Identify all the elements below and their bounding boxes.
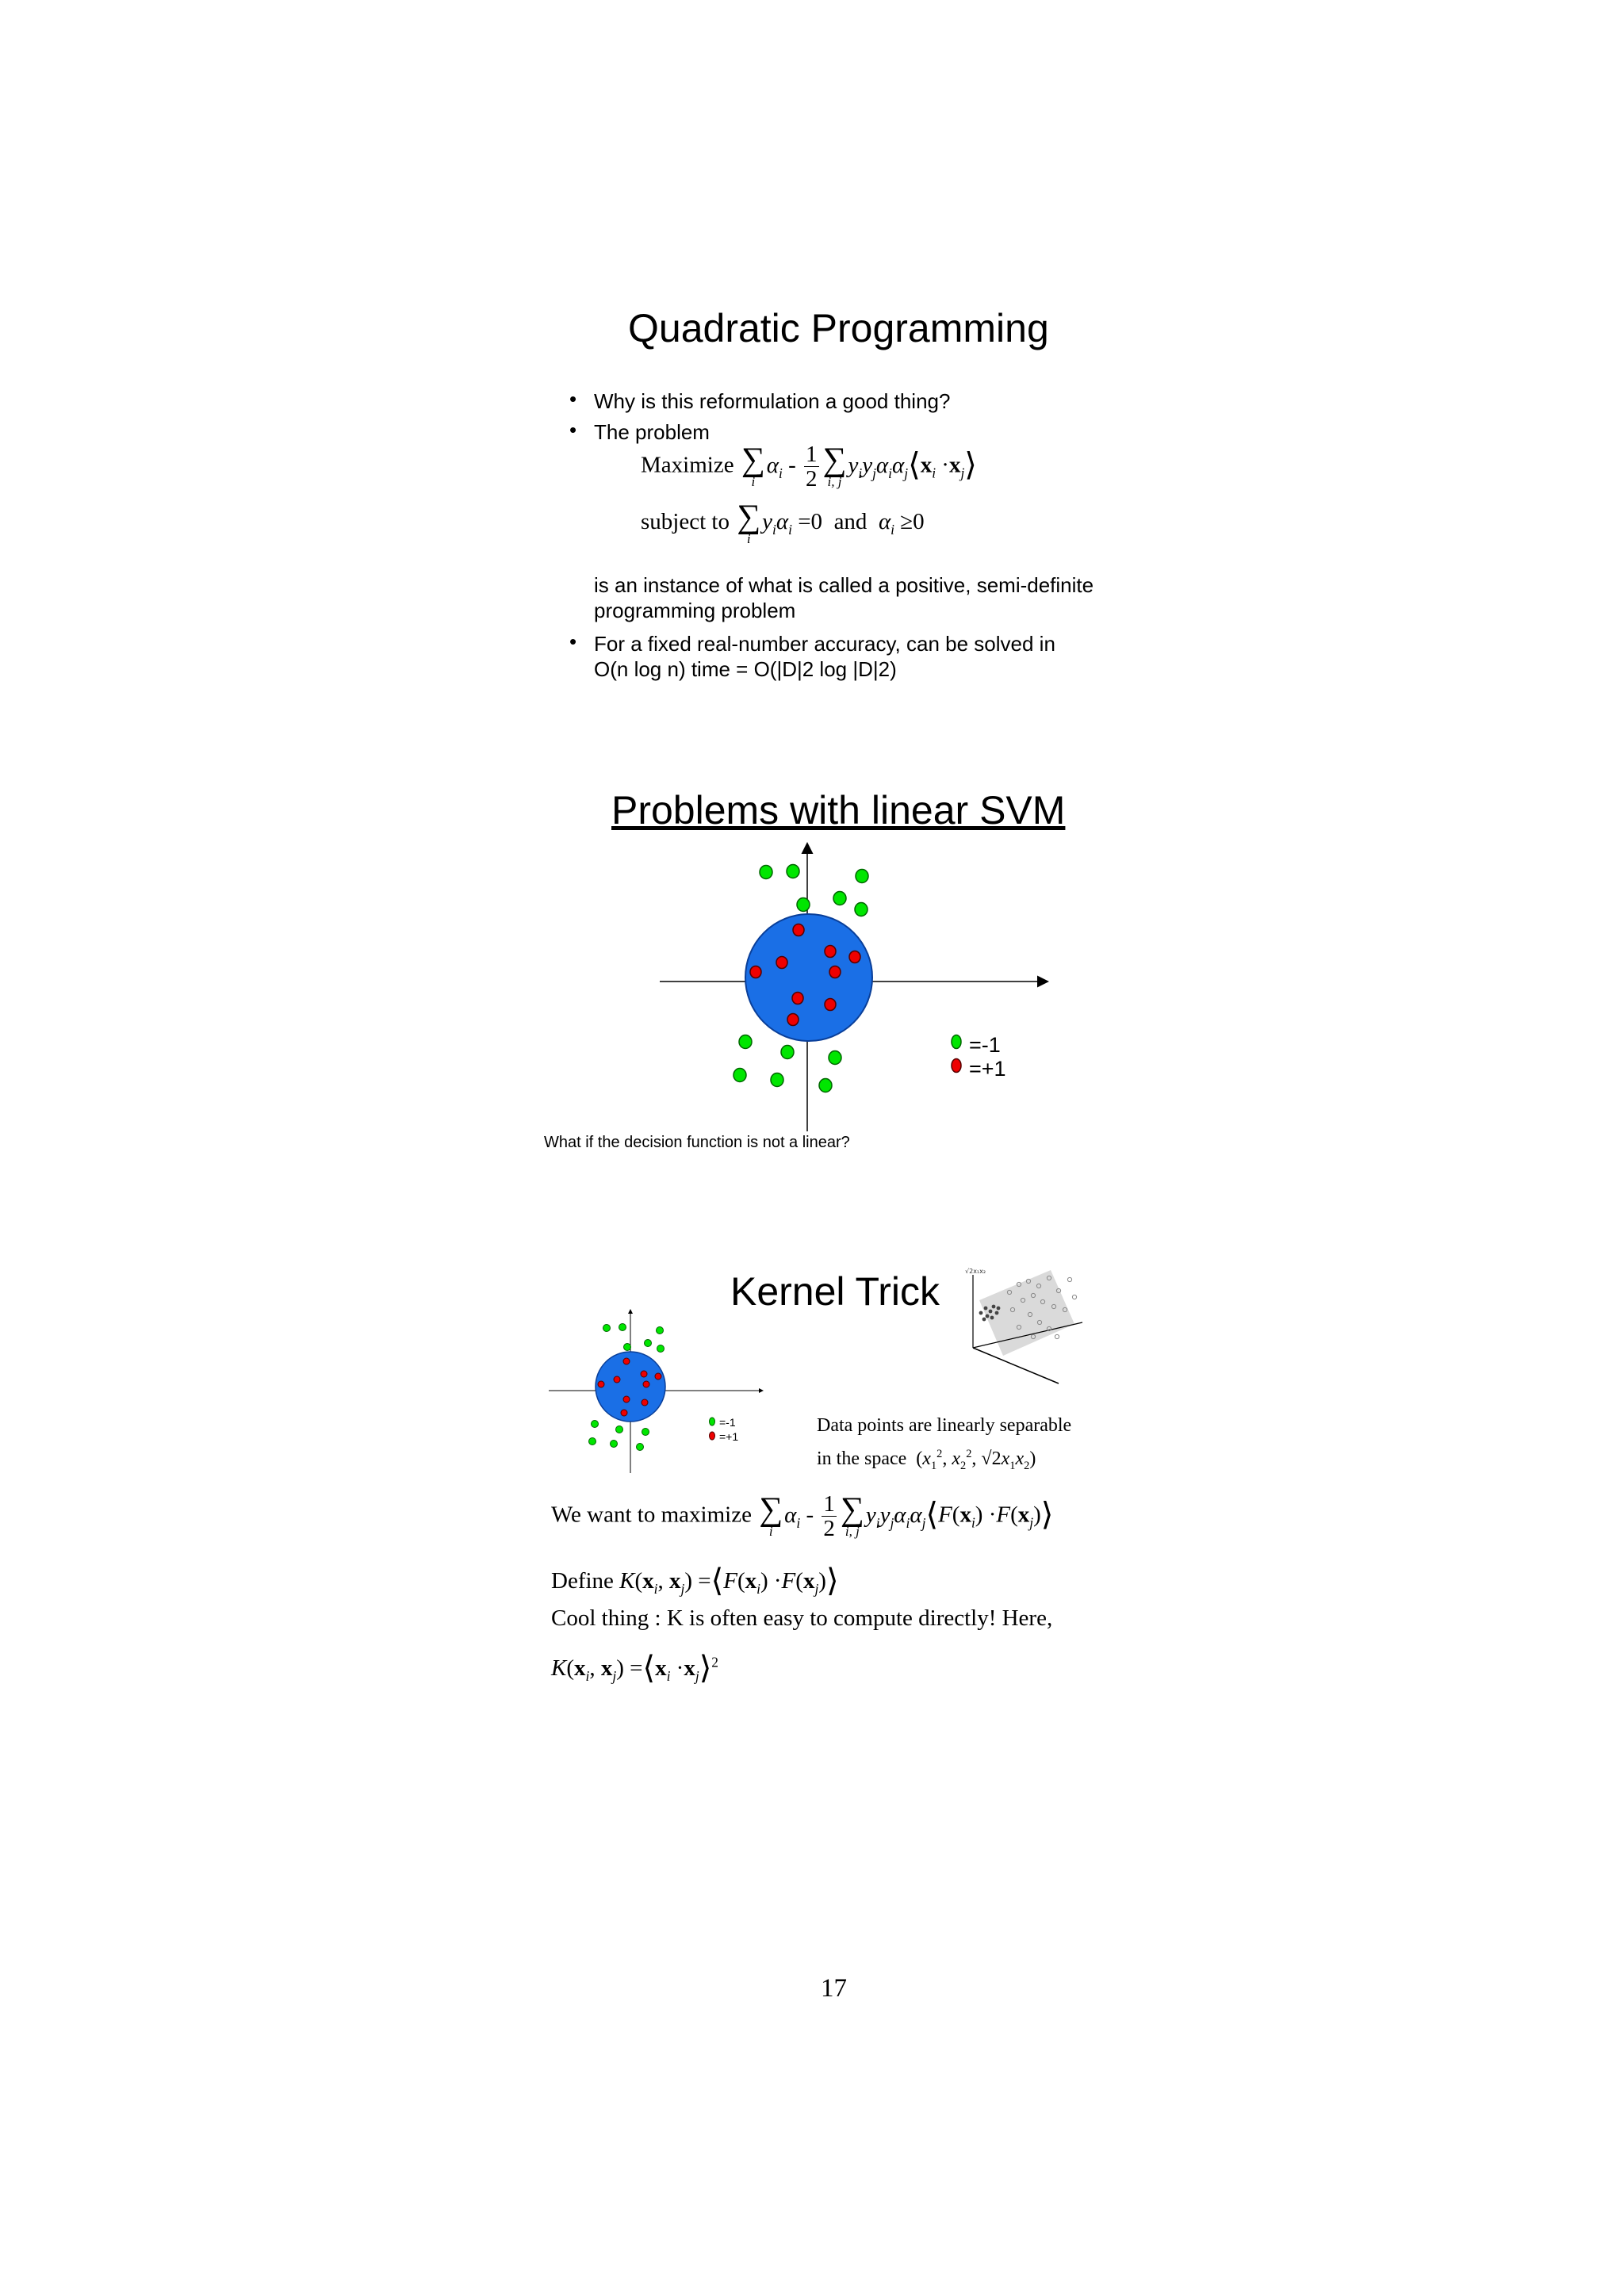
point-neg [781,1046,794,1059]
bullet-dot: • [569,629,577,653]
maximize-label: We want to maximize [551,1502,752,1528]
point-neg [733,1069,746,1082]
bullet-dot: • [569,387,577,411]
separable-space-label: in the space [817,1448,907,1469]
point-neg [760,866,772,879]
point-neg [739,1035,752,1049]
page-number: 17 [821,1974,847,2003]
formula-maximize: Maximize ∑ i $\alpha_i$ - $\frac{1}{2}$ ∑ i, j $y_iy_j\alpha_i\alpha_j⟨x_i$ $\cdot x_j⟩$ [641,442,977,492]
small-legend-pos: =+1 [719,1430,739,1443]
point-neg [797,898,810,912]
small-legend-red-marker [708,1431,716,1441]
legend-neg-label: =-1 [969,1033,1001,1057]
point-neg [833,892,846,905]
point-neg [819,1079,832,1093]
point-pos [787,1014,799,1026]
slide2-title: Problems with linear SVM [611,788,1066,832]
formula-maximize-label: Maximize [641,452,734,478]
point-pos [792,993,803,1004]
point-pos [849,951,860,963]
point-neg [856,870,868,883]
positive-region-circle [745,914,872,1041]
point-neg [829,1051,841,1065]
formula-and: and [833,509,868,535]
point-neg [771,1073,783,1087]
slide1-bullet-2: The problem [594,420,710,444]
slide2-caption: What if the decision function is not a linear? [544,1134,850,1151]
point-pos [793,924,804,936]
slide1-continuation-1: is an instance of what is called a positive, semi-definite [594,573,1094,597]
point-pos [825,999,836,1011]
point-pos [776,957,787,969]
slide3-title: Kernel Trick [730,1269,940,1314]
scatter-axis-label: √2x₁x₂ [965,1268,986,1275]
legend-green-marker [949,1033,963,1050]
small-positive-circle [596,1352,665,1422]
small-data-plot [547,1307,769,1476]
formula-polynomial-kernel: $K(x_i$, $x_j$) $=⟨x_i$ $\cdot x_j⟩^2$ [551,1650,718,1686]
separable-text-line1: Data points are linearly separable [817,1415,1072,1436]
slide1-bullet-3-line1: For a fixed real-number accuracy, can be solved in [594,632,1055,656]
point-pos [750,966,761,978]
point-pos [825,946,836,958]
define-label: Define [551,1568,614,1594]
feature-space-3d-scatter [963,1261,1122,1387]
formula-kernel-maximize: We want to maximize ∑ i $\alpha_i$ - $\frac{1}{2}$ ∑ i, j $y_iy_j\alpha_i\alpha_j⟨F(x_i)$ $\cdot F(x_j)⟩$ [551,1491,1054,1542]
slide1-bullet-1: Why is this reformulation a good thing? [594,389,951,413]
slide1-continuation-2: programming problem [594,599,796,622]
slide1-bullet-3-line2: O(n log n) time = O(|D|2 log |D|2) [594,657,897,681]
bullet-dot: • [569,418,577,442]
nonlinear-data-plot [650,836,1063,1138]
formula-define-kernel: Define $K(x_i$, $x_j$) $=⟨F(x_i)$ $\cdot F(x_j)⟩$ [551,1563,839,1598]
point-neg [787,865,799,878]
small-legend-green-marker [708,1417,716,1426]
cool-thing-text: Cool thing : K is often easy to compute directly! Here, [551,1605,1053,1631]
legend-pos-label: =+1 [969,1057,1006,1081]
slide1-title: Quadratic Programming [628,306,1049,350]
legend-red-marker [949,1057,963,1074]
separable-text-line2: in the space ($x_1^2$, $x_2^2$, $√2x_1x_2$) [817,1448,1036,1472]
formula-subject-label: subject to [641,509,730,535]
small-legend-neg: =-1 [719,1416,736,1429]
point-pos [829,966,841,978]
formula-constraint: subject to ∑ i $y_i\alpha_i =0$ and $\alpha_i \ge 0$ [641,499,925,546]
point-neg [855,903,868,916]
